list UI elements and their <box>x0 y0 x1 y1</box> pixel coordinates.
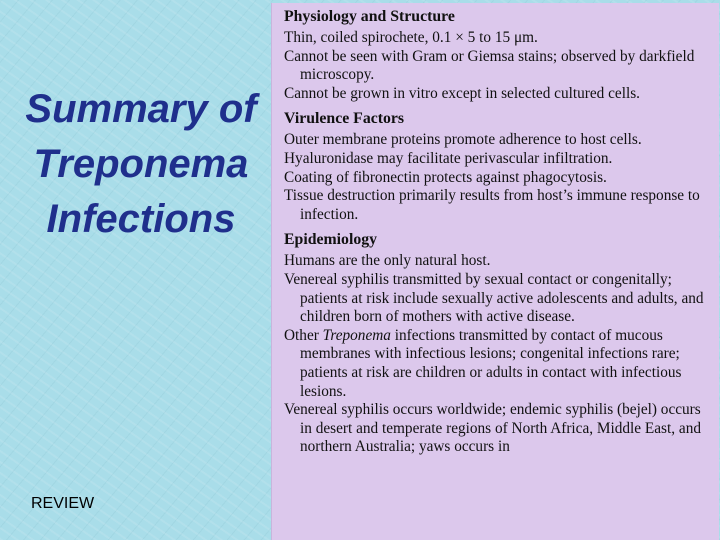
section-heading: Virulence Factors <box>284 110 405 128</box>
section-epidemiology <box>284 230 711 457</box>
list-item: Tissue destruction primarily results from host’s immune response to infection. <box>284 187 700 223</box>
document-text <box>272 3 719 457</box>
list-item: Humans are the only natural host. <box>284 252 491 270</box>
genus-name: Treponema <box>322 326 391 344</box>
section-heading: Physiology and Structure <box>284 8 455 25</box>
list-item: Hyaluronidase may facilitate perivascular infiltration. <box>284 149 613 167</box>
list-item: Thin, coiled spirochete, 0.1 × 5 to 15 μm. <box>284 29 538 46</box>
document-panel <box>271 3 719 540</box>
list-item: Outer membrane proteins promote adherence to host cells. <box>284 131 642 149</box>
title-line: Summary of <box>25 87 257 131</box>
list-item: Cannot be grown in vitro except in selected cultured cells. <box>284 84 640 102</box>
list-item: Venereal syphilis occurs worldwide; endemic syphilis (bejel) occurs in desert and temperate regions of North Africa, Middle East, and northern Australia; yaws occurs in <box>284 401 701 456</box>
item-text: infections transmitted by contact of mucous membranes with infectious lesions; congenital infections rare; patients at risk are children or adults in contact with infectious lesions. <box>300 326 682 400</box>
title-line: Treponema <box>33 142 249 186</box>
section-heading: Epidemiology <box>284 231 378 249</box>
list-item-other-treponema <box>284 327 711 401</box>
item-text: Other <box>284 326 323 344</box>
list-item: Cannot be seen with Gram or Giemsa stains; observed by darkfield microscopy. <box>284 47 695 84</box>
slide-title <box>6 82 276 247</box>
list-item: Coating of fibronectin protects against phagocytosis. <box>284 168 607 186</box>
review-label: REVIEW <box>31 495 95 512</box>
section-physiology <box>284 7 711 103</box>
section-virulence <box>284 109 711 224</box>
title-line: Infections <box>46 197 236 241</box>
list-item: Venereal syphilis transmitted by sexual contact or congenitally; patients at risk include sexually active adolescents and adults, and children born of mothers with active disease. <box>284 270 704 326</box>
